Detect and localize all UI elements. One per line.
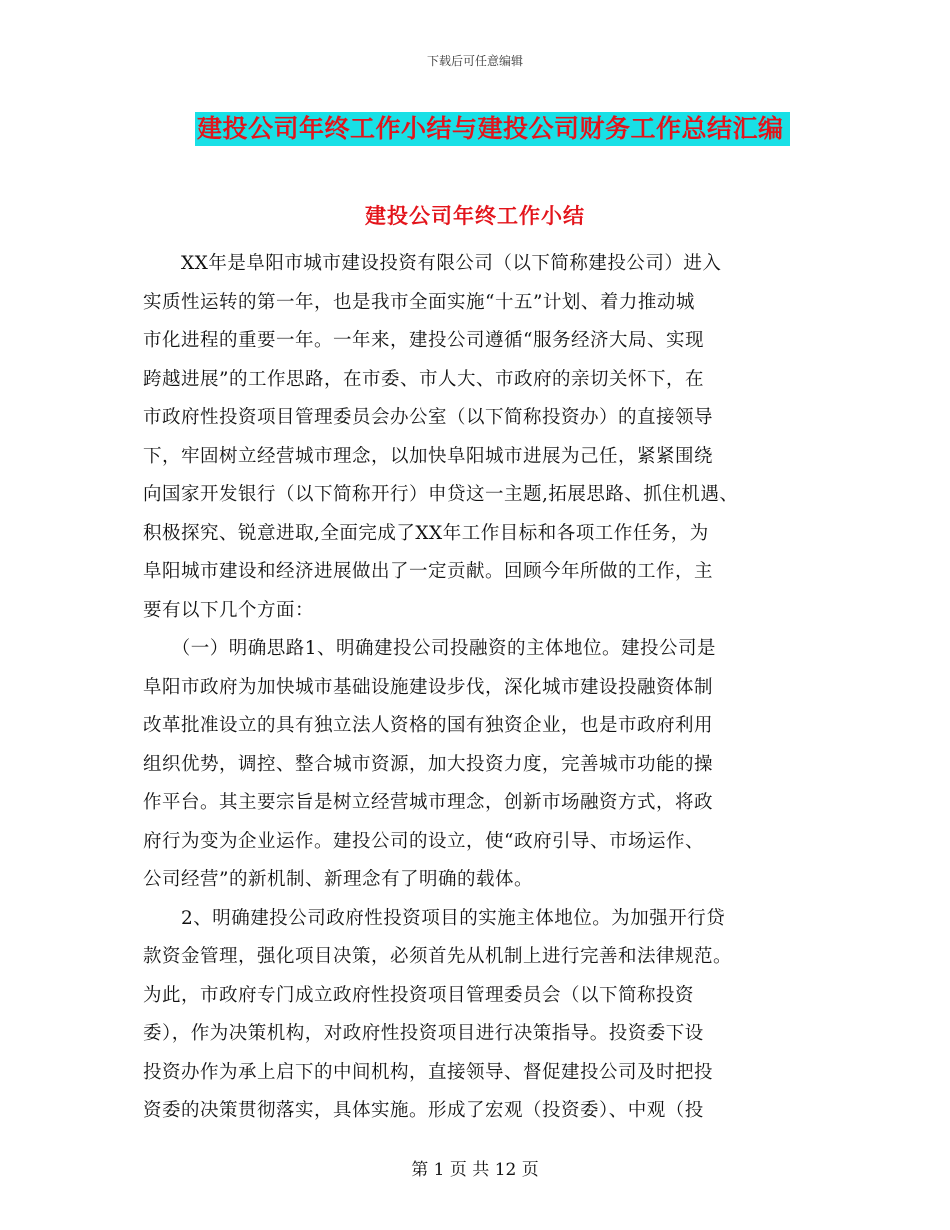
body-line: 公司经营”的新机制、新理念有了明确的载体。 (143, 869, 533, 890)
body-line: 改革批准设立的具有独立法人资格的国有独资企业，也是市政府利用 (143, 715, 714, 736)
section-title: 建投公司年终工作小结 (365, 204, 585, 228)
body-line: 阜阳市政府为加快城市基础设施建设步伐，深化城市建设投融资体制 (143, 676, 714, 698)
body-line: 要有以下几个方面： (143, 599, 315, 621)
body-line: 委），作为决策机构，对政府性投资项目进行决策指导。投资委下设 (143, 1023, 704, 1044)
document-title: 建投公司年终工作小结与建投公司财务工作总结汇编 (195, 112, 790, 146)
body-line: 阜阳城市建设和经济进展做出了一定贡献。回顾今年所做的工作，主 (143, 561, 714, 582)
body-line: （一）明确思路1、明确建投公司投融资的主体地位。建投公司是 (143, 638, 717, 659)
page-number-footer: 第 1 页 共 12 页 (411, 1160, 539, 1180)
body-line: 跨越进展”的工作思路，在市委、市人大、市政府的亲切关怀下，在 (143, 368, 704, 390)
body-line: 2、明确建投公司政府性投资项目的实施主体地位。为加强开行贷 (143, 907, 726, 929)
body-line: 市政府性投资项目管理委员会办公室（以下简称投资办）的直接领导 (143, 407, 714, 428)
header-note: 下载后可任意编辑 (426, 54, 523, 68)
body-line: 实质性运转的第一年，也是我市全面实施“十五”计划、着力推动城 (143, 291, 695, 313)
body-line: 府行为变为企业运作。建投公司的设立，使“政府引导、市场运作、 (143, 830, 704, 852)
body-line: 市化进程的重要一年。一年来，建投公司遵循“服务经济大局、实现 (143, 330, 704, 351)
body-line: 积极探究、锐意进取,全面完成了XX年工作目标和各项工作任务，为 (143, 522, 709, 544)
body-text (143, 245, 823, 1131)
body-line: 为此，市政府专门成立政府性投资项目管理委员会（以下简称投资 (143, 984, 695, 1006)
body-line: 作平台。其主要宗旨是树立经营城市理念，创新市场融资方式，将政 (143, 792, 714, 813)
body-line: 投资办作为承上启下的中间机构，直接领导、督促建投公司及时把投 (143, 1061, 714, 1083)
body-line: XX年是阜阳市城市建设投资有限公司（以下简称建投公司）进入 (143, 253, 722, 274)
body-line: 款资金管理，强化项目决策，必须首先从机制上进行完善和法律规范。 (143, 946, 733, 967)
body-line: 向国家开发银行（以下简称开行）申贷这一主题,拓展思路、抓住机遇、 (143, 484, 739, 505)
body-line: 组织优势，调控、整合城市资源，加大投资力度，完善城市功能的操 (143, 753, 714, 775)
body-line: 下，牢固树立经营城市理念，以加快阜阳城市进展为己任，紧紧围绕 (143, 445, 714, 467)
body-line: 资委的决策贯彻落实，具体实施。形成了宏观（投资委）、中观（投 (143, 1100, 704, 1121)
